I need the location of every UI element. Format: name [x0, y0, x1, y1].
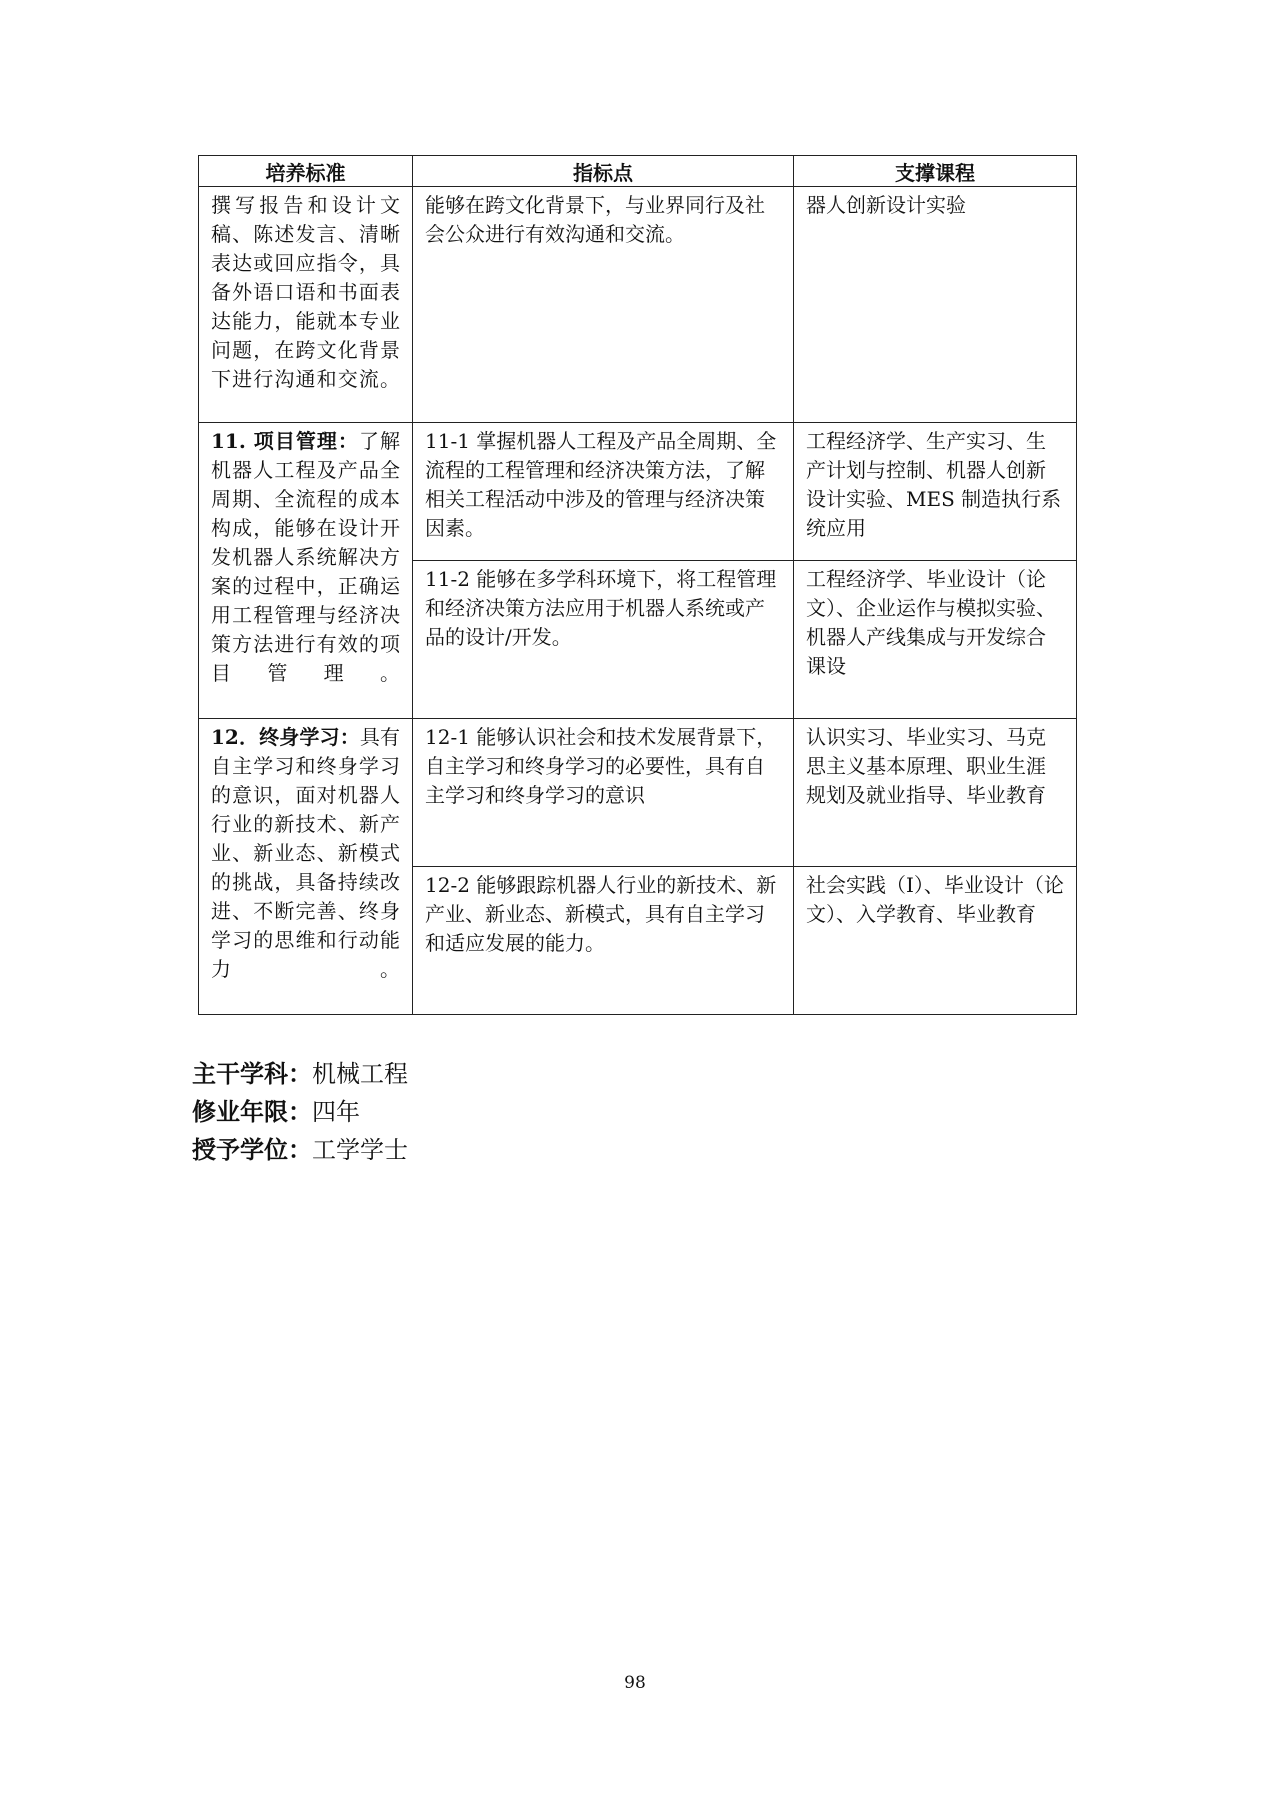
info-key: 修业年限： [192, 1098, 312, 1126]
standard-cell [199, 423, 413, 719]
header-standard: 培养标准 [199, 156, 413, 187]
info-major-discipline [192, 1056, 408, 1092]
table-row [199, 423, 1077, 561]
training-standards-table [198, 155, 1077, 1015]
courses-cell: 认识实习、毕业实习、马克思主义基本原理、职业生涯规划及就业指导、毕业教育 [794, 719, 1077, 867]
standard-cell [199, 719, 413, 1015]
courses-cell: 工程经济学、生产实习、生产计划与控制、机器人创新设计实验、MES 制造执行系统应用 [794, 423, 1077, 561]
standard-cell: 撰写报告和设计文稿、陈述发言、清晰表达或回应指令，具备外语口语和书面表达能力，能就本专业问题，在跨文化背景下进行沟通和交流。 [199, 187, 413, 423]
indicator-cell: 11-1 掌握机器人工程及产品全周期、全流程的工程管理和经济决策方法，了解相关工程活动中涉及的管理与经济决策因素。 [413, 423, 794, 561]
standard-text: 了解机器人工程及产品全周期、全流程的成本构成，能够在设计开发机器人系统解决方案的过程中，正确运用工程管理与经济决策方法进行有效的项目管理。 [211, 429, 401, 685]
courses-cell: 器人创新设计实验 [794, 187, 1077, 423]
courses-cell: 社会实践（I）、毕业设计（论文）、入学教育、毕业教育 [794, 867, 1077, 1015]
info-key: 授予学位： [192, 1136, 312, 1164]
indicator-cell: 12-2 能够跟踪机器人行业的新技术、新产业、新业态、新模式，具有自主学习和适应发展的能力。 [413, 867, 794, 1015]
info-degree [192, 1132, 408, 1168]
indicator-cell: 12-1 能够认识社会和技术发展背景下，自主学习和终身学习的必要性，具有自主学习和终身学习的意识 [413, 719, 794, 867]
standard-title: 11. 项目管理： [211, 429, 359, 453]
table-row [199, 719, 1077, 867]
info-duration [192, 1094, 360, 1130]
standard-title: 12．终身学习： [211, 725, 360, 749]
page-number: 98 [624, 1673, 646, 1693]
indicator-cell: 11-2 能够在多学科环境下，将工程管理和经济决策方法应用于机器人系统或产品的设计/开发。 [413, 561, 794, 719]
info-key: 主干学科： [192, 1060, 312, 1088]
header-courses: 支撑课程 [794, 156, 1077, 187]
indicator-cell: 能够在跨文化背景下，与业界同行及社会公众进行有效沟通和交流。 [413, 187, 794, 423]
info-value: 工学学士 [312, 1136, 408, 1164]
header-indicator: 指标点 [413, 156, 794, 187]
info-value: 机械工程 [312, 1060, 408, 1088]
standard-text: 具有自主学习和终身学习的意识，面对机器人行业的新技术、新产业、新业态、新模式的挑战，具备持续改进、不断完善、终身学习的思维和行动能力。 [211, 725, 400, 981]
table-row [199, 187, 1077, 423]
courses-cell: 工程经济学、毕业设计（论文）、企业运作与模拟实验、机器人产线集成与开发综合课设 [794, 561, 1077, 719]
info-value: 四年 [312, 1098, 360, 1126]
table-header-row [199, 156, 1077, 187]
